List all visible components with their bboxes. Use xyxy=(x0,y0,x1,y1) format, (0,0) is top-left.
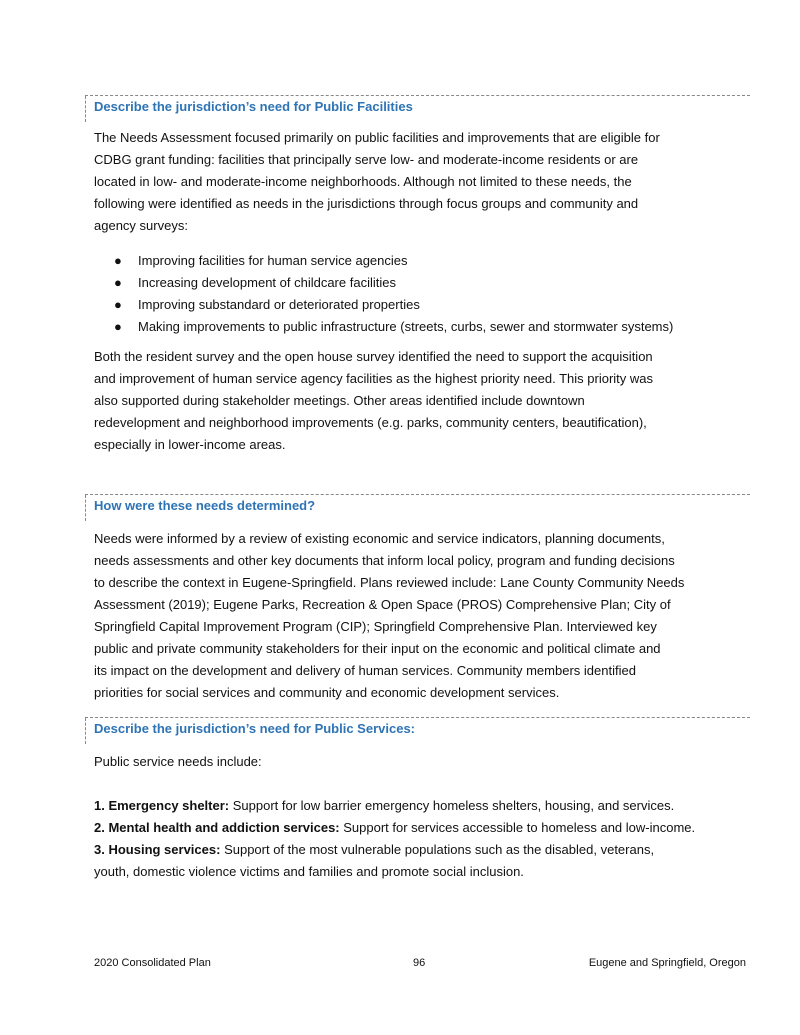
bullet-icon: ● xyxy=(114,253,122,268)
section-divider xyxy=(85,717,750,736)
page-number: 96 xyxy=(413,957,426,969)
list-item: ● Improving facilities for human service agencies xyxy=(114,250,673,272)
list-item: ● Increasing development of childcare facilities xyxy=(114,272,673,294)
bullet-list xyxy=(114,250,673,338)
list-item: 2. Mental health and addiction services: Support for services accessible to homeless and low-income. xyxy=(94,820,696,835)
paragraph: Both the resident survey and the open house survey identified the need to support the acquisition and improvement of human service agency facilities as the highest priority need. This priority was also supported during stakeholder meetings. Other areas identified include downtown redevelopment and neighborhood improvements (e.g. parks, community centers, beautification), especially in lower-income areas. xyxy=(94,349,654,452)
bullet-icon: ● xyxy=(114,319,122,334)
list-item: ● Making improvements to public infrastructure (streets, curbs, sewer and stormwater systems) xyxy=(114,316,673,338)
numbered-list: 1. Emergency shelter: Support for low barrier emergency homeless shelters, housing, and services. 2. Mental health and addiction services: Support for services accessible to homeless and low-income. 3. Housing services: Support of the most vulnerable populations such as the disabled, veterans, youth, domestic violence victims and families and promote social inclusion. xyxy=(94,795,695,883)
bullet-icon: ● xyxy=(114,297,122,312)
footer-right: Eugene and Springfield, Oregon xyxy=(588,957,746,969)
section-heading: Describe the jurisdiction’s need for Public Facilities xyxy=(94,99,413,114)
section-heading: How were these needs determined? xyxy=(94,498,316,513)
section-heading: Describe the jurisdiction’s need for Public Services: xyxy=(94,721,416,736)
footer-left: 2020 Consolidated Plan xyxy=(94,957,211,969)
section-divider xyxy=(85,95,750,114)
list-item: 3. Housing services: Support of the most vulnerable populations such as the disabled, veterans, xyxy=(94,842,655,857)
bullet-icon: ● xyxy=(114,275,122,290)
paragraph: Needs were informed by a review of existing economic and service indicators, planning documents, needs assessments and other key documents that inform local policy, program and funding decisions to describe the context in Eugene-Springfield. Plans reviewed include: Lane County Community Needs Assessment (2019); Eugene Parks, Recreation & Open Space (PROS) Comprehensive Plan; City of Springfield Capital Improvement Program (CIP); Springfield Comprehensive Plan. Interviewed key public and private community stakeholders for their input on the economic and political climate and its impact on the development and delivery of human services. Community members identified priorities for social services and community and economic development services. xyxy=(94,531,685,700)
paragraph: The Needs Assessment focused primarily on public facilities and improvements that are eligible for CDBG grant funding: facilities that principally serve low- and moderate-income residents or are located in low- and moderate-income neighborhoods. Although not limited to these needs, the following were identified as needs in the jurisdictions through focus groups and community and agency surveys: xyxy=(94,130,660,233)
list-item: ● Improving substandard or deteriorated properties xyxy=(114,294,673,316)
section-divider xyxy=(85,494,750,513)
list-item: 1. Emergency shelter: Support for low barrier emergency homeless shelters, housing, and services. xyxy=(94,798,675,813)
intro-text: Public service needs include: xyxy=(94,754,262,769)
